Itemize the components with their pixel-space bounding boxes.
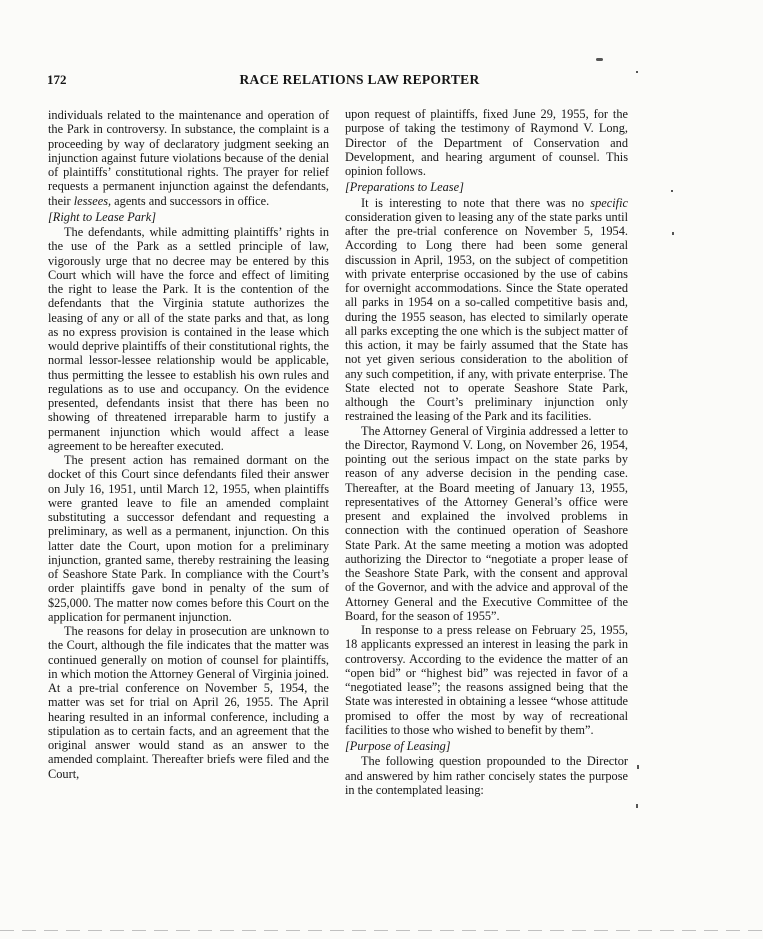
section-heading-right-to-lease-park: [Right to Lease Park] (48, 209, 157, 224)
left-paragraph-2: The defendants, while admitting plaintiffs’ rights in the use of the Park as a settled principle of law, vigorously urge that no decree may be entered by this Court which will have the force and effect of limiting the right to lease the Park. It is the contention of the defendants that the Virginia statute authorizes the leasing of any or all of the state parks and that, as long as no express provision is contained in the lease which would deprive plaintiffs of their constitutional rights, the normal lessor-lessee relationship would be applicable, thus permitting the lessee to establish his own rules and regulations as to use and occupancy. On the evidence presented, defendants insist that there has been no showing of threatened irreparable harm to justify a permanent injunction which would affect a lease agreement to be hereafter executed. (48, 225, 329, 453)
right-paragraph-2-tail: consideration given to leasing any of the state parks until after the pre-trial conference on November 5, 1954. According to Long there had been some general discussion in April, 1953, on the subject of competition with private enterprise occasioned by the use of cabins for overnight accommodations. Since the State operated all parks in 1954 on a so-called competitive basis and, during the 1955 season, has elected to similarly operate all parks excepting the one which is the subject matter of this action, it may be fairly assumed that the State has not yet given serious consideration to the abolition of any such competition, if any, with private enterprise. The State elected not to operate Seashore State Park, although the Court’s preliminary injunction only restrained the leasing of the Park and its facilities. (345, 209, 628, 424)
right-paragraph-4: In response to a press release on February 25, 1955, 18 applicants expressed an interest in leasing the park in controversy. According to the evidence the matter of an “open bid” or “highest bid” was rejected in favor of a “negotiated lease”; the reasons assigned being that the State was interested in obtaining a lessee “whose attitude promised to offer the most by way of recreational facilities to those who wished to benefit by them”. (345, 623, 628, 737)
right-column (345, 107, 628, 797)
left-paragraph-1-tail: agents and successors in office. (111, 193, 270, 208)
right-paragraph-2 (345, 196, 628, 424)
right-paragraph-5: The following question propounded to the Director and answered by him rather concisely states the purpose in the contemplated leasing: (345, 754, 628, 797)
left-paragraph-4: The reasons for delay in prosecution are unknown to the Court, although the file indicates that the matter was continued generally on motion of counsel for plaintiffs, in which motion the Attorney General of Virginia joined. At a pre-trial conference on November 5, 1954, the matter was set for trial on April 26, 1955. The April hearing resulted in an informal conference, including a stipulation as to certain facts, and an agreement that the original answer would stand as an answer to the amended complaint. Thereafter briefs were filed and the Court, (48, 624, 329, 781)
scan-speck (636, 804, 638, 808)
right-paragraph-1: upon request of plaintiffs, fixed June 29, 1955, for the purpose of taking the testimony of Raymond V. Long, Director of the Department of Conservation and Development, and hearing argument of counsel. This opinion follows. (345, 107, 628, 178)
scan-edge-line (0, 930, 763, 931)
left-column (48, 108, 329, 781)
scan-speck (636, 71, 638, 73)
scan-speck (672, 232, 674, 235)
section-heading-purpose-of-leasing: [Purpose of Leasing] (345, 739, 451, 753)
running-title: RACE RELATIONS LAW REPORTER (239, 72, 480, 87)
left-paragraph-1-text: individuals related to the maintenance and operation of the Park in controversy. In substance, the complaint is a proceeding by way of declaratory judgment seeking an injunction against future violations because of the denial of plaintiffs’ constitutional rights. The prayer for relief requests a permanent injunction against the defendants, their (48, 108, 329, 208)
section-heading-preparations-to-lease: [Preparations to Lease] (345, 180, 464, 195)
left-paragraph-3: The present action has remained dormant on the docket of this Court since defendants filed their answer on July 16, 1951, until March 12, 1955, when plaintiffs were granted leave to file an amended complaint substituting a successor defendant and requesting a preliminary, as well as a permanent, injunction. On this latter date the Court, upon motion for a preliminary injunction, granted same, thereby restraining the leasing of Seashore State Park. In compliance with the Court’s order plaintiffs gave bond in penalty of the sum of $25,000. The matter now comes before this Court on the application for permanent injunction. (48, 453, 329, 624)
right-paragraph-2-emphasis: specific (590, 195, 628, 210)
right-paragraph-3: The Attorney General of Virginia addressed a letter to the Director, Raymond V. Long, on November 26, 1954, pointing out the serious impact on the state parks by reason of any adverse decision in the pending case. Thereafter, at the Board meeting of January 13, 1955, representatives of the Attorney General’s office were present and explained the involved problems in connection with the continued operation of Seashore State Park. At the same meeting a motion was adopted authorizing the Director to “negotiate a proper lease of the Seashore State Park, with the consent and approval of the Governor, and with the advice and approval of the Attorney General and the Executive Committee of the Board, for the season of 1955”. (345, 423, 628, 623)
scan-speck (596, 58, 603, 61)
scan-speck (637, 765, 639, 769)
left-paragraph-1 (48, 108, 329, 208)
page-number: 172 (47, 72, 67, 87)
page-header (47, 72, 672, 92)
right-paragraph-2-head: It is interesting to note that there was no (361, 195, 591, 210)
scan-speck (671, 190, 673, 192)
left-paragraph-1-emphasis: lessees, (73, 193, 112, 208)
